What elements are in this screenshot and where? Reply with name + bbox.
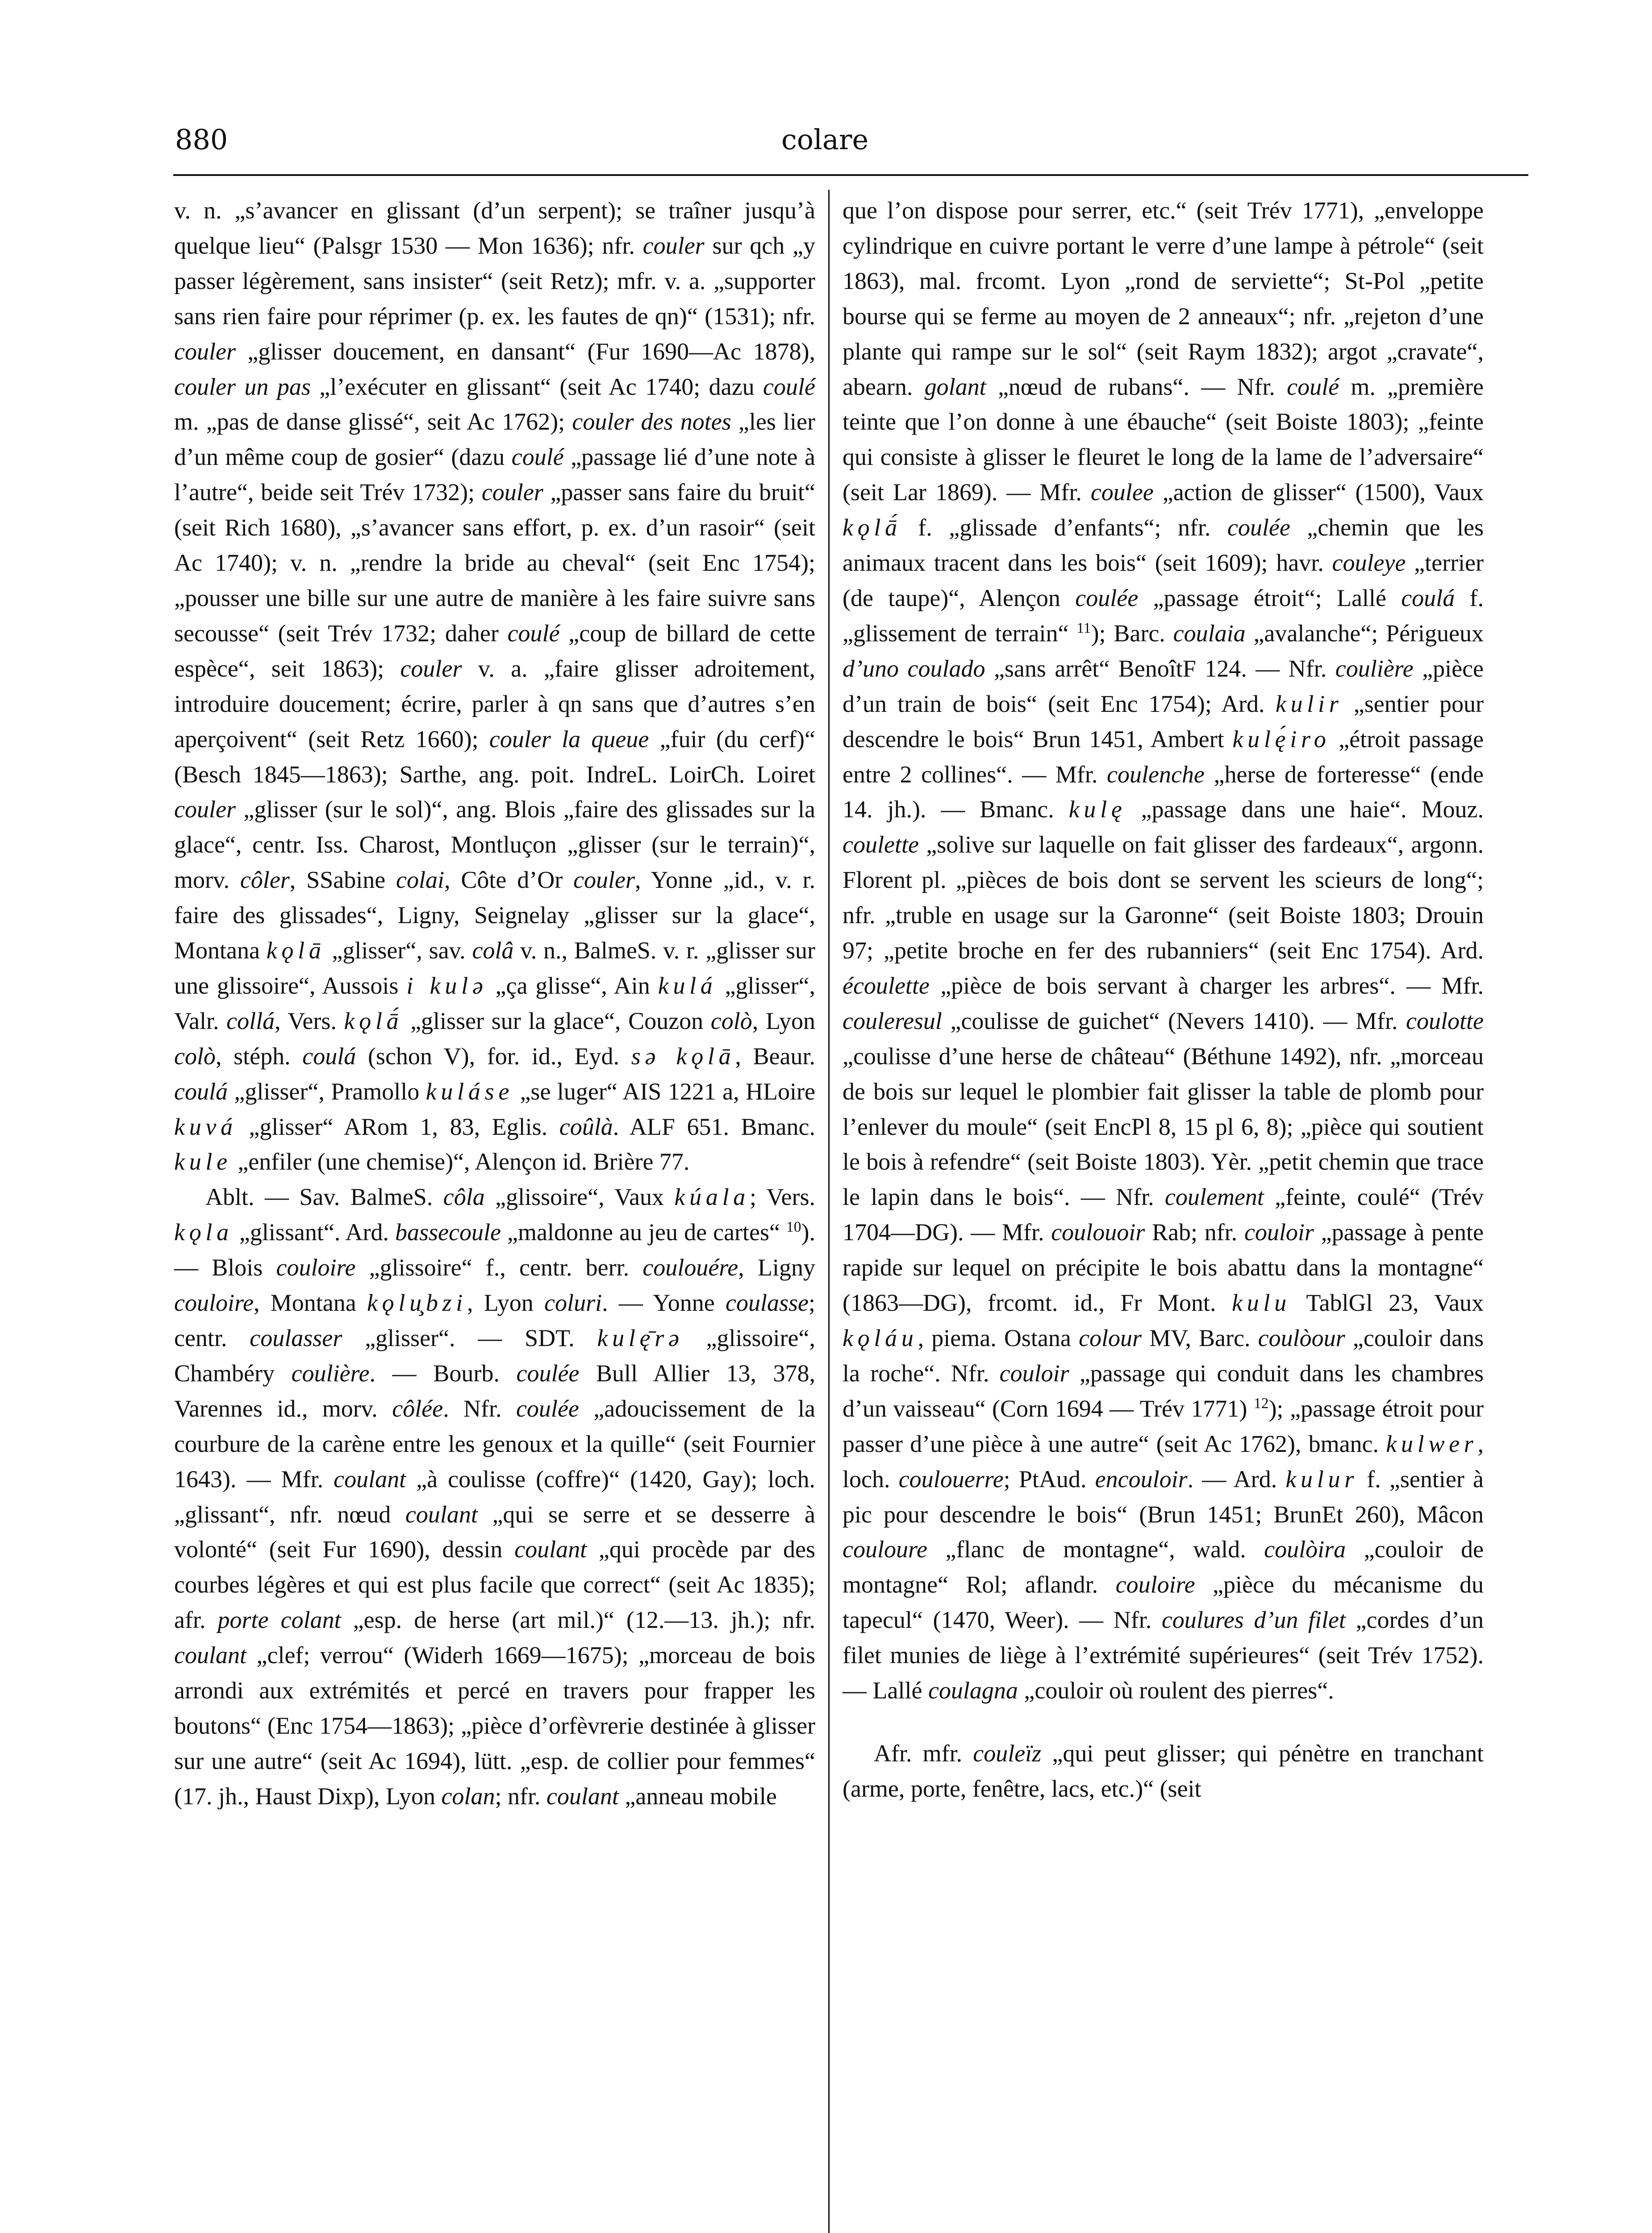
- paragraph: Ablt. — Sav. BalmeS. côla „glissoire“, Vaux kúala; Vers. kǫla „glissant“. Ard. bassecoule „maldonne au jeu de cartes“ $^{10}$). — Blois couloire „glissoire“ f., centr. berr. coulouére, Ligny couloire, Montana kǫlu̧bzi, Lyon coluri. — Yonne coulasse; centr. coulasser „glisser“. — SDT. kulę̄rə „glissoire“, Chambéry coulière. — Bourb. coulée Bull Allier 13, 378, Varennes id., morv. côlée. Nfr. coulée „adoucissement de la courbure de la carène entre les genoux et la quille“ (seit Fournier 1643). — Mfr. coulant „à coulisse (coffre)“ (1420, Gay); loch. „glissant“, nfr. nœud coulant „qui se serre et se desserre à volonté“ (seit Fur 1690), dessin coulant „qui procède par des courbes légères et qui est plus facile que correct“ (seit Ac 1835); afr. porte colant „esp. de herse (art mil.)“ (12.—13. jh.); nfr. coulant „clef; verrou“ (Widerh 1669—1675); „morceau de bois arrondi aux extrémités et percé en travers pour frapper les boutons“ (Enc 1754—1863); „pièce d’orfèvrerie destinée à glisser sur une autre“ (seit Ac 1694), lütt. „esp. de collier pour femmes“ (17. jh., Haust Dixp), Lyon colan; nfr. coulant „anneau mobile: [174, 1183, 815, 1810]
- running-head: colare: [781, 123, 869, 156]
- paragraph: v. n. „s’avancer en glissant (d’un serpent); se traîner jusqu’à quelque lieu“ (Palsgr 1530 — Mon 1636); nfr. couler sur qch „y passer légèrement, sans insister“ (seit Retz); mfr. v. a. „supporter sans rien faire pour réprimer (p. ex. les fautes de qn)“ (1531); nfr. couler „glisser doucement, en dansant“ (Fur 1690—Ac 1878), couler un pas „l’exécuter en glissant“ (seit Ac 1740; dazu coulé m. „pas de danse glissé“, seit Ac 1762); couler des notes „les lier d’un même coup de gosier“ (dazu coulé „passage lié d’une note à l’autre“, beide seit Trév 1732); couler „passer sans faire du bruit“ (seit Rich 1680), „s’avancer sans effort, p. ex. d’un rasoir“ (seit Ac 1740); v. n. „rendre la bride au cheval“ (seit Enc 1754); „pousser une bille sur une autre de manière à les faire suivre sans secousse“ (seit Trév 1732; daher coulé „coup de billard de cette espèce“, seit 1863); couler v. a. „faire glisser adroitement, introduire doucement; écrire, parler à qn sans que d’autres s’en aperçoivent“ (seit Retz 1660); couler la queue „fuir (du cerf)“ (Besch 1845—1863); Sarthe, ang. poit. IndreL. LoirCh. Loiret couler „glisser (sur le sol)“, ang. Blois „faire des glissades sur la glace“, centr. Iss. Charost, Montluçon „glisser (sur le terrain)“, morv. côler, SSabine colai, Côte d’Or couler, Yonne „id., v. r. faire des glissades“, Ligny, Seignelay „glisser sur la glace“, Montana kǫlā „glisser“, sav. colâ v. n., BalmeS. v. r. „glisser sur une glissoire“, Aussois i kulə „ça glisse“, Ain kulá „glisser“, Valr. collá, Vers. kǫlā́ „glisser sur la glace“, Couzon colò, Lyon colò, stéph. coulá (schon V), for. id., Eyd. sə kǫlā, Beaur. coulá „glisser“, Pramollo kuláse „se luger“ AIS 1221 a, HLoire kuvá „glisser“ ARom 1, 83, Eglis. coûlà. ALF 651. Bmanc. kule „enfiler (une chemise)“, Alençon id. Brière 77.: [174, 197, 816, 1175]
- column-right: [843, 193, 1484, 1806]
- column-left: [174, 193, 815, 1814]
- header-rule: [173, 174, 1528, 176]
- page-number: 880: [175, 123, 228, 156]
- column-divider: [828, 190, 830, 2233]
- paragraph: Afr. mfr. couleïz „qui peut glisser; qui pénètre en tranchant (arme, porte, fenêtre, lacs, etc.)“ (seit: [843, 1740, 1484, 1802]
- paragraph: que l’on dispose pour serrer, etc.“ (seit Trév 1771), „enveloppe cylindrique en cuivre portant le verre d’une lampe à pétrole“ (seit 1863), mal. frcomt. Lyon „rond de serviette“; St-Pol „petite bourse qui se ferme au moyen de 2 anneaux“; nfr. „rejeton d’une plante qui rampe sur le sol“ (seit Raym 1832); argot „cravate“, abearn. golant „nœud de rubans“. — Nfr. coulé m. „première teinte que l’on donne à une ébauche“ (seit Boiste 1803); „feinte qui consiste à glisser le fleuret le long de la lame de l’adversaire“ (seit Lar 1869). — Mfr. coulee „action de glisser“ (1500), Vaux kǫlā́ f. „glissade d’enfants“; nfr. coulée „chemin que les animaux tracent dans les bois“ (seit 1609); havr. couleye „terrier (de taupe)“, Alençon coulée „passage étroit“; Lallé coulá f. „glissement de terrain“ $^{11}$); Barc. coulaia „avalanche“; Périgueux d’uno coulado „sans arrêt“ BenoîtF 124. — Nfr. coulière „pièce d’un train de bois“ (seit Enc 1754); Ard. kulir „sentier pour descendre le bois“ Brun 1451, Ambert kulę́iro „étroit passage entre 2 collines“. — Mfr. coulenche „herse de forteresse“ (ende 14. jh.). — Bmanc. kulę „passage dans une haie“. Mouz. coulette „solive sur laquelle on fait glisser des fardeaux“, argonn. Florent pl. „pièces de bois dont se servent les scieurs de long“; nfr. „truble en usage sur la Garonne“ (seit Boiste 1803; Drouin 97; „petite broche en fer des rubanniers“ (seit Enc 1754). Ard. écoulette „pièce de bois servant à charger les arbres“. — Mfr. couleresul „coulisse de guichet“ (Nevers 1410). — Mfr. coulotte „coulisse d’une herse de château“ (Béthune 1492), nfr. „morceau de bois sur lequel le plombier fait glisser la table de plomb pour l’enlever du moule“ (seit EncPl 8, 15 pl 6, 8); „pièce qui soutient le bois à refendre“ (seit Boiste 1803). Yèr. „petit chemin que trace le lapin dans le bois“. — Nfr. coulement „feinte, coulé“ (Trév 1704—DG). — Mfr. coulouoir Rab; nfr. couloir „passage à pente rapide sur lequel on précipite le bois abattu dans la montagne“ (1863—DG), frcomt. id., Fr Mont. kulu TablGl 23, Vaux kǫláu, piema. Ostana colour MV, Barc. coulòour „couloir dans la roche“. Nfr. couloir „passage qui conduit dans les chambres d’un vaisseau“ (Corn 1694 — Trév 1771) $^{12}$); „passage étroit pour passer d’une pièce à une autre“ (seit Ac 1762), bmanc. kulwer, loch. coulouerre; PtAud. encouloir. — Ard. kulur f. „sentier à pic pour descendre le bois“ (Brun 1451; BrunEt 260), Mâcon couloure „flanc de montagne“, wald. coulòira „couloir de montagne“ Rol; aflandr. couloire „pièce du mécanisme du tapecul“ (1470, Weer). — Nfr. coulures d’un filet „cordes d’un filet munies de liège à l’extrémité supérieures“ (seit Trév 1752). — Lallé coulagna „couloir où roulent des pierres“.: [843, 197, 1484, 1704]
